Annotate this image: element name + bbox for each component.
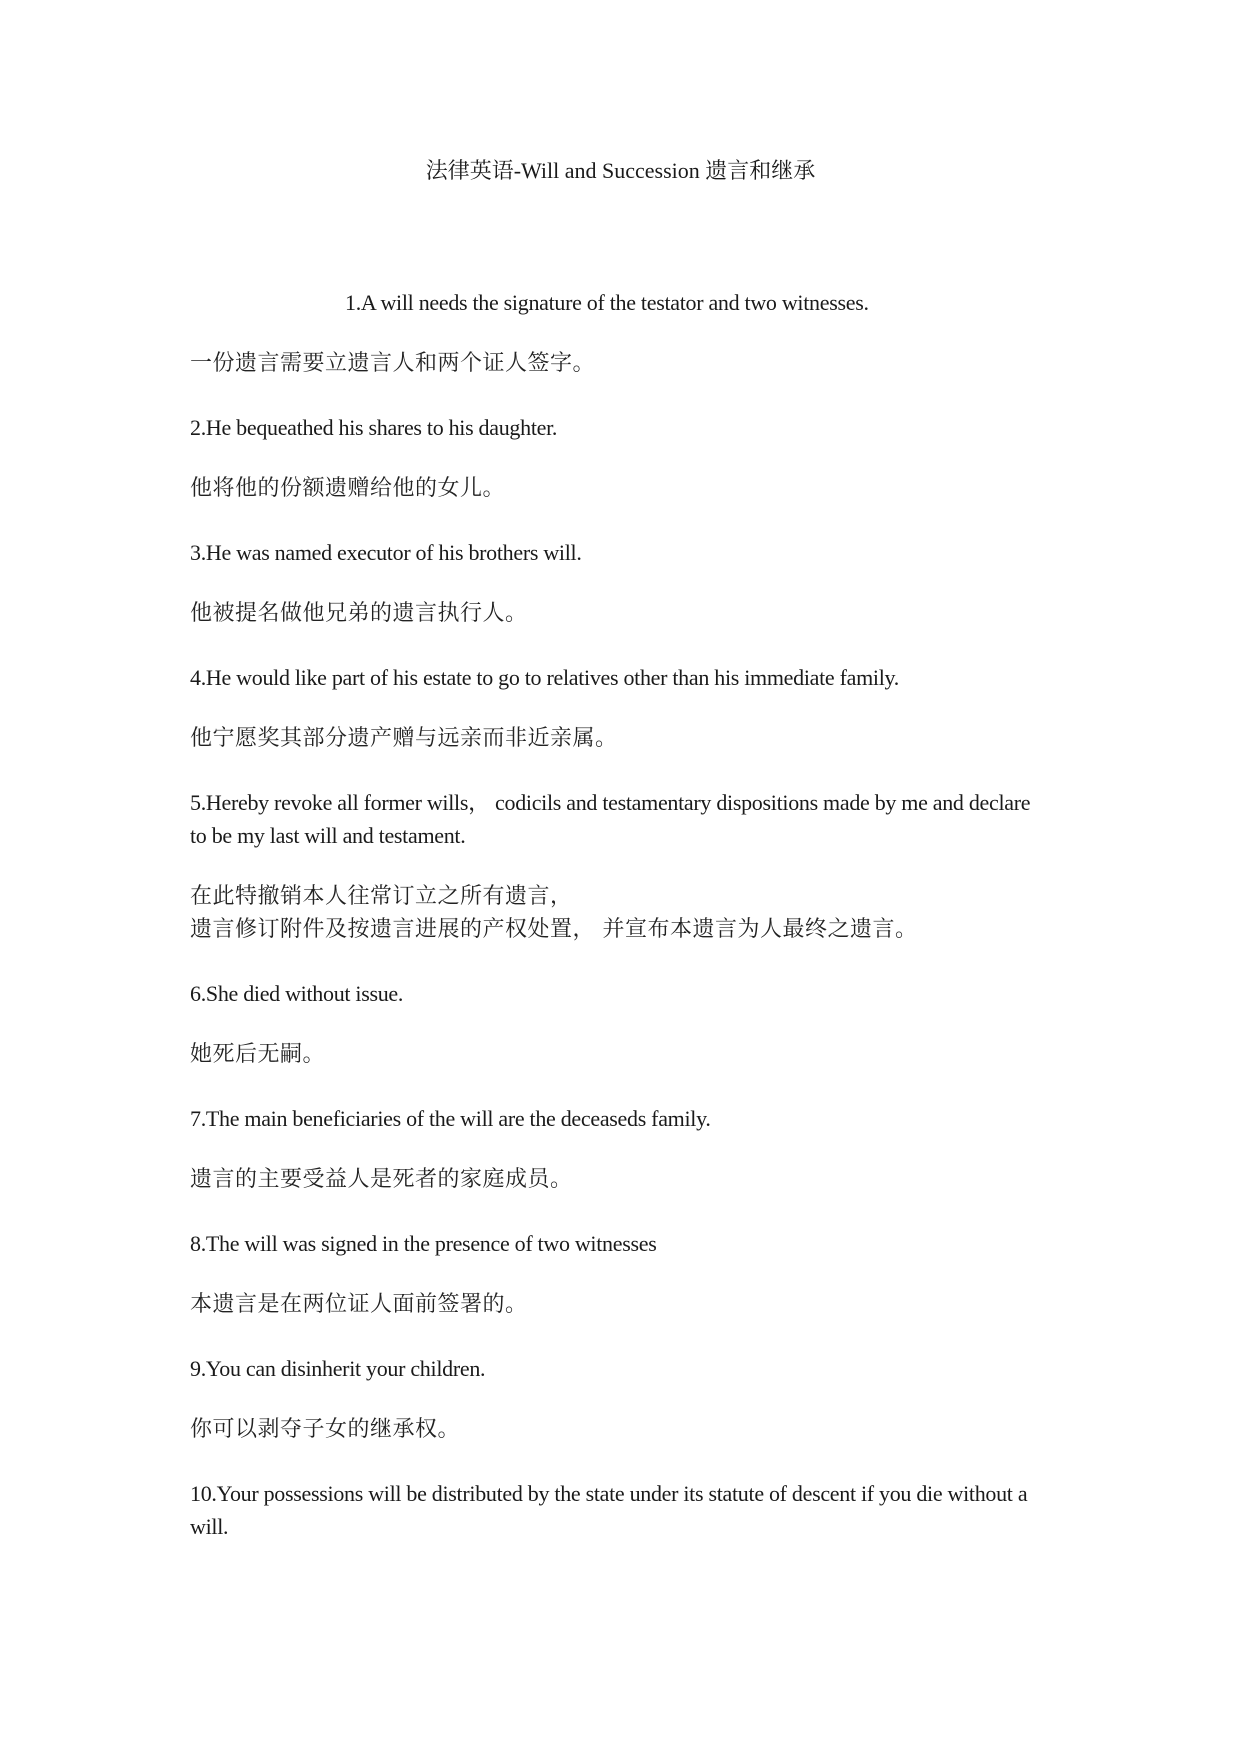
- chinese-translation: 他宁愿奖其部分遗产赠与远亲而非近亲属。: [190, 726, 618, 751]
- chinese-translation-line: 在此特撤销本人往常订立之所有遗言，: [190, 884, 573, 909]
- english-sentence: 9.You can disinherit your children.: [190, 1356, 486, 1381]
- entry-6: [190, 977, 1050, 1071]
- chinese-translation: [190, 880, 1050, 946]
- entry-1: [190, 286, 1050, 380]
- chinese-translation: 她死后无嗣。: [190, 1042, 326, 1067]
- entry-9: [190, 1352, 1050, 1446]
- entry-2: [190, 411, 1050, 505]
- english-sentence: 4.He would like part of his estate to go to relatives other than his immediate family.: [190, 665, 899, 690]
- chinese-translation: 他被提名做他兄弟的遗言执行人。: [190, 601, 528, 626]
- entry-5: [190, 786, 1050, 946]
- english-sentence: 10.Your possessions will be distributed by the state under its statute of descent if you die without a will.: [190, 1481, 1028, 1539]
- entry-10: [190, 1477, 1050, 1543]
- entry-7: [190, 1102, 1050, 1196]
- english-sentence: 8.The will was signed in the presence of two witnesses: [190, 1231, 657, 1256]
- chinese-translation: 遗言的主要受益人是死者的家庭成员。: [190, 1167, 573, 1192]
- chinese-translation: 一份遗言需要立遗言人和两个证人签字。: [190, 351, 596, 376]
- entry-8: [190, 1227, 1050, 1321]
- chinese-translation: 本遗言是在两位证人面前签署的。: [190, 1292, 528, 1317]
- entry-3: [190, 536, 1050, 630]
- document-body: [190, 286, 1050, 1571]
- english-sentence: 3.He was named executor of his brothers will.: [190, 540, 582, 565]
- english-sentence: 7.The main beneficiaries of the will are the deceaseds family.: [190, 1106, 711, 1131]
- english-sentence: 2.He bequeathed his shares to his daughter.: [190, 415, 558, 440]
- english-sentence: 5.Hereby revoke all former wills， codicils and testamentary dispositions made by me and declare to be my last will and testament.: [190, 790, 1031, 848]
- chinese-translation: 他将他的份额遗赠给他的女儿。: [190, 476, 506, 501]
- english-sentence: 6.She died without issue.: [190, 981, 404, 1006]
- english-sentence: 1.A will needs the signature of the testator and two witnesses.: [345, 290, 869, 315]
- chinese-translation: 你可以剥夺子女的继承权。: [190, 1417, 461, 1442]
- document-title: 法律英语-Will and Succession 遗言和继承: [425, 158, 816, 183]
- chinese-translation-line: 遗言修订附件及按遗言进展的产权处置， 并宣布本遗言为人最终之遗言。: [190, 917, 918, 942]
- entry-4: [190, 661, 1050, 755]
